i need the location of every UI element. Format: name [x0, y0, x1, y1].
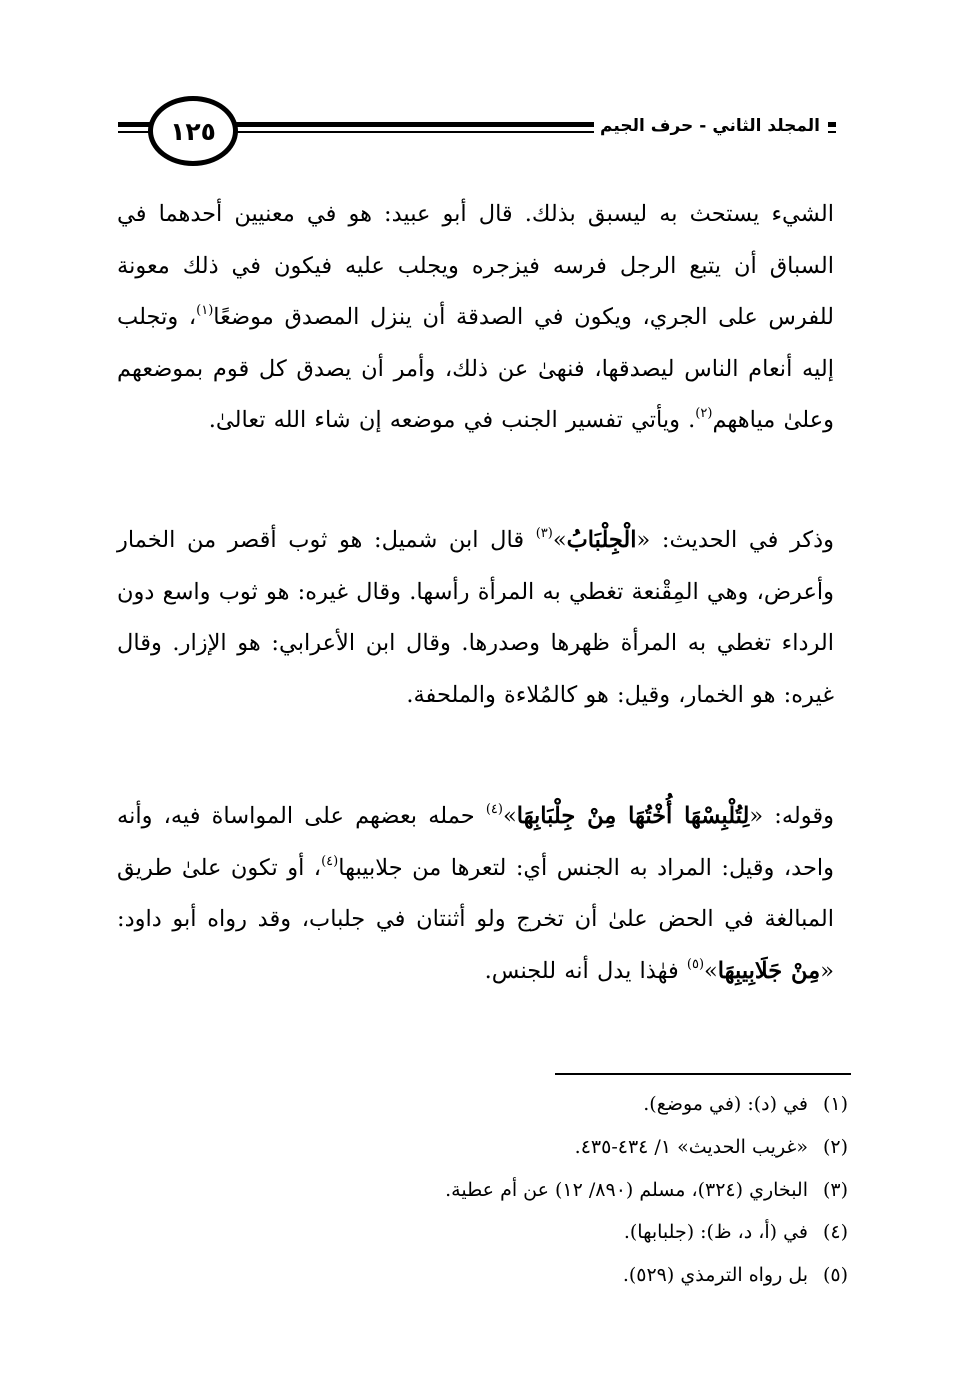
- chapter-label: حرف الجيم: [600, 116, 694, 136]
- text-run: »: [704, 957, 718, 984]
- text-run: »: [502, 803, 517, 829]
- footnote-ref[interactable]: (٥): [686, 956, 705, 972]
- footnotes-list: [348, 1083, 848, 1297]
- volume-label: المجلد الثاني: [712, 116, 820, 136]
- footnote-number: (١): [822, 1093, 848, 1115]
- title-separator: -: [699, 116, 707, 136]
- text-run: وقوله: «: [749, 803, 835, 829]
- page-number: [148, 96, 238, 166]
- header-rule-left-thin: [118, 131, 150, 133]
- paragraph-2: [117, 515, 834, 721]
- footnote-ref[interactable]: (٤): [321, 853, 339, 869]
- hadith-quote: لِتُلْبِسْهَا أُخْتُهَا مِنْ جِلْبَابِهَا: [516, 803, 750, 829]
- footnote-text: في (د): (في موضع).: [643, 1093, 808, 1115]
- footnote-ref[interactable]: (٣): [535, 526, 553, 541]
- paragraph-1: [117, 189, 834, 447]
- footnote-text: في (أ، د، ظ): (جلبابها).: [623, 1221, 808, 1244]
- hadith-quote: الْجِلْبَابُ: [566, 527, 637, 553]
- running-title: [594, 116, 828, 136]
- page-number-text: ١٢٥: [170, 116, 216, 146]
- footnote-item: [348, 1211, 848, 1254]
- text-run: »: [552, 527, 567, 553]
- footnote-ref[interactable]: (٢): [695, 406, 713, 421]
- text-run: ، وتجلب إليه أنعام الناس ليصدقها، فنهىٰ عن ذلك، وأمر أن يصدق كل قوم بموضعهم وعلىٰ مياههم: [117, 304, 834, 433]
- footnote-number: (٣): [822, 1178, 848, 1201]
- footnote-item: [348, 1254, 848, 1297]
- footnote-item: [348, 1083, 848, 1126]
- footnote-number: (٤): [822, 1221, 848, 1244]
- footnote-number: (٥): [822, 1264, 848, 1287]
- text-run: . ويأتي تفسير الجنب في موضعه إن شاء الله تعالىٰ.: [208, 407, 696, 433]
- text-run: قال ابن شميل: هو ثوب أقصر من الخمار وأعرض، وهي المِقْنعة تغطي به المرأة رأسها. وقال غيره: هو ثوب واسع دون الرداء تغطي به المرأة ظهرها وصدرها. وقال ابن الأعرابي: هو الإزار. وقال غيره: هو الخمار، وقيل: هو كالمُلاءة والملحفة.: [117, 527, 834, 708]
- text-run: وذكر في الحديث: «: [636, 527, 834, 553]
- footnote-text: «غريب الحديث» ١/ ٤٣٤-٤٣٥.: [574, 1135, 808, 1158]
- text-run: الشيء يستحث به ليسبق بذلك. قال أبو عبيد: هو في معنيين أحدهما في السباق أن يتبع الرجل فرسه فيزجره ويجلب عليه فيكون في ذلك معونة للفرس على الجري، ويكون في الصدقة أن ينزل المصدق موضعًا: [117, 201, 835, 330]
- footnote-item: [348, 1126, 848, 1169]
- footnote-divider: [555, 1073, 851, 1075]
- footnote-item: [348, 1169, 848, 1212]
- text-run: فهٰذا يدل أنه للجنس.: [484, 957, 687, 984]
- hadith-quote: مِنْ جَلَابِيبِهَا: [717, 957, 821, 984]
- footnote-text: بل رواه الترمذي (٥٢٩).: [622, 1264, 808, 1287]
- footnote-number: (٢): [822, 1135, 848, 1158]
- footnote-ref[interactable]: (٤): [485, 802, 503, 817]
- footnote-text: البخاري (٣٢٤)، مسلم (٨٩٠/ ١٢) عن أم عطية.: [445, 1178, 808, 1201]
- text-run: ، أو تكون علىٰ طريق المبالغة في الحض علىٰ أن تخرج ولو أثنتان في جلباب، وقد رواه أبو داود: «: [117, 854, 834, 984]
- header-rule-left: [118, 122, 150, 127]
- paragraph-3: [117, 791, 834, 997]
- footnote-ref[interactable]: (١): [196, 303, 214, 318]
- text-run: حمله بعضهم على المواساة فيه، وأنه واحد، وقيل: المراد به الجنس أي: لتعرها من جلابيبها: [117, 803, 834, 881]
